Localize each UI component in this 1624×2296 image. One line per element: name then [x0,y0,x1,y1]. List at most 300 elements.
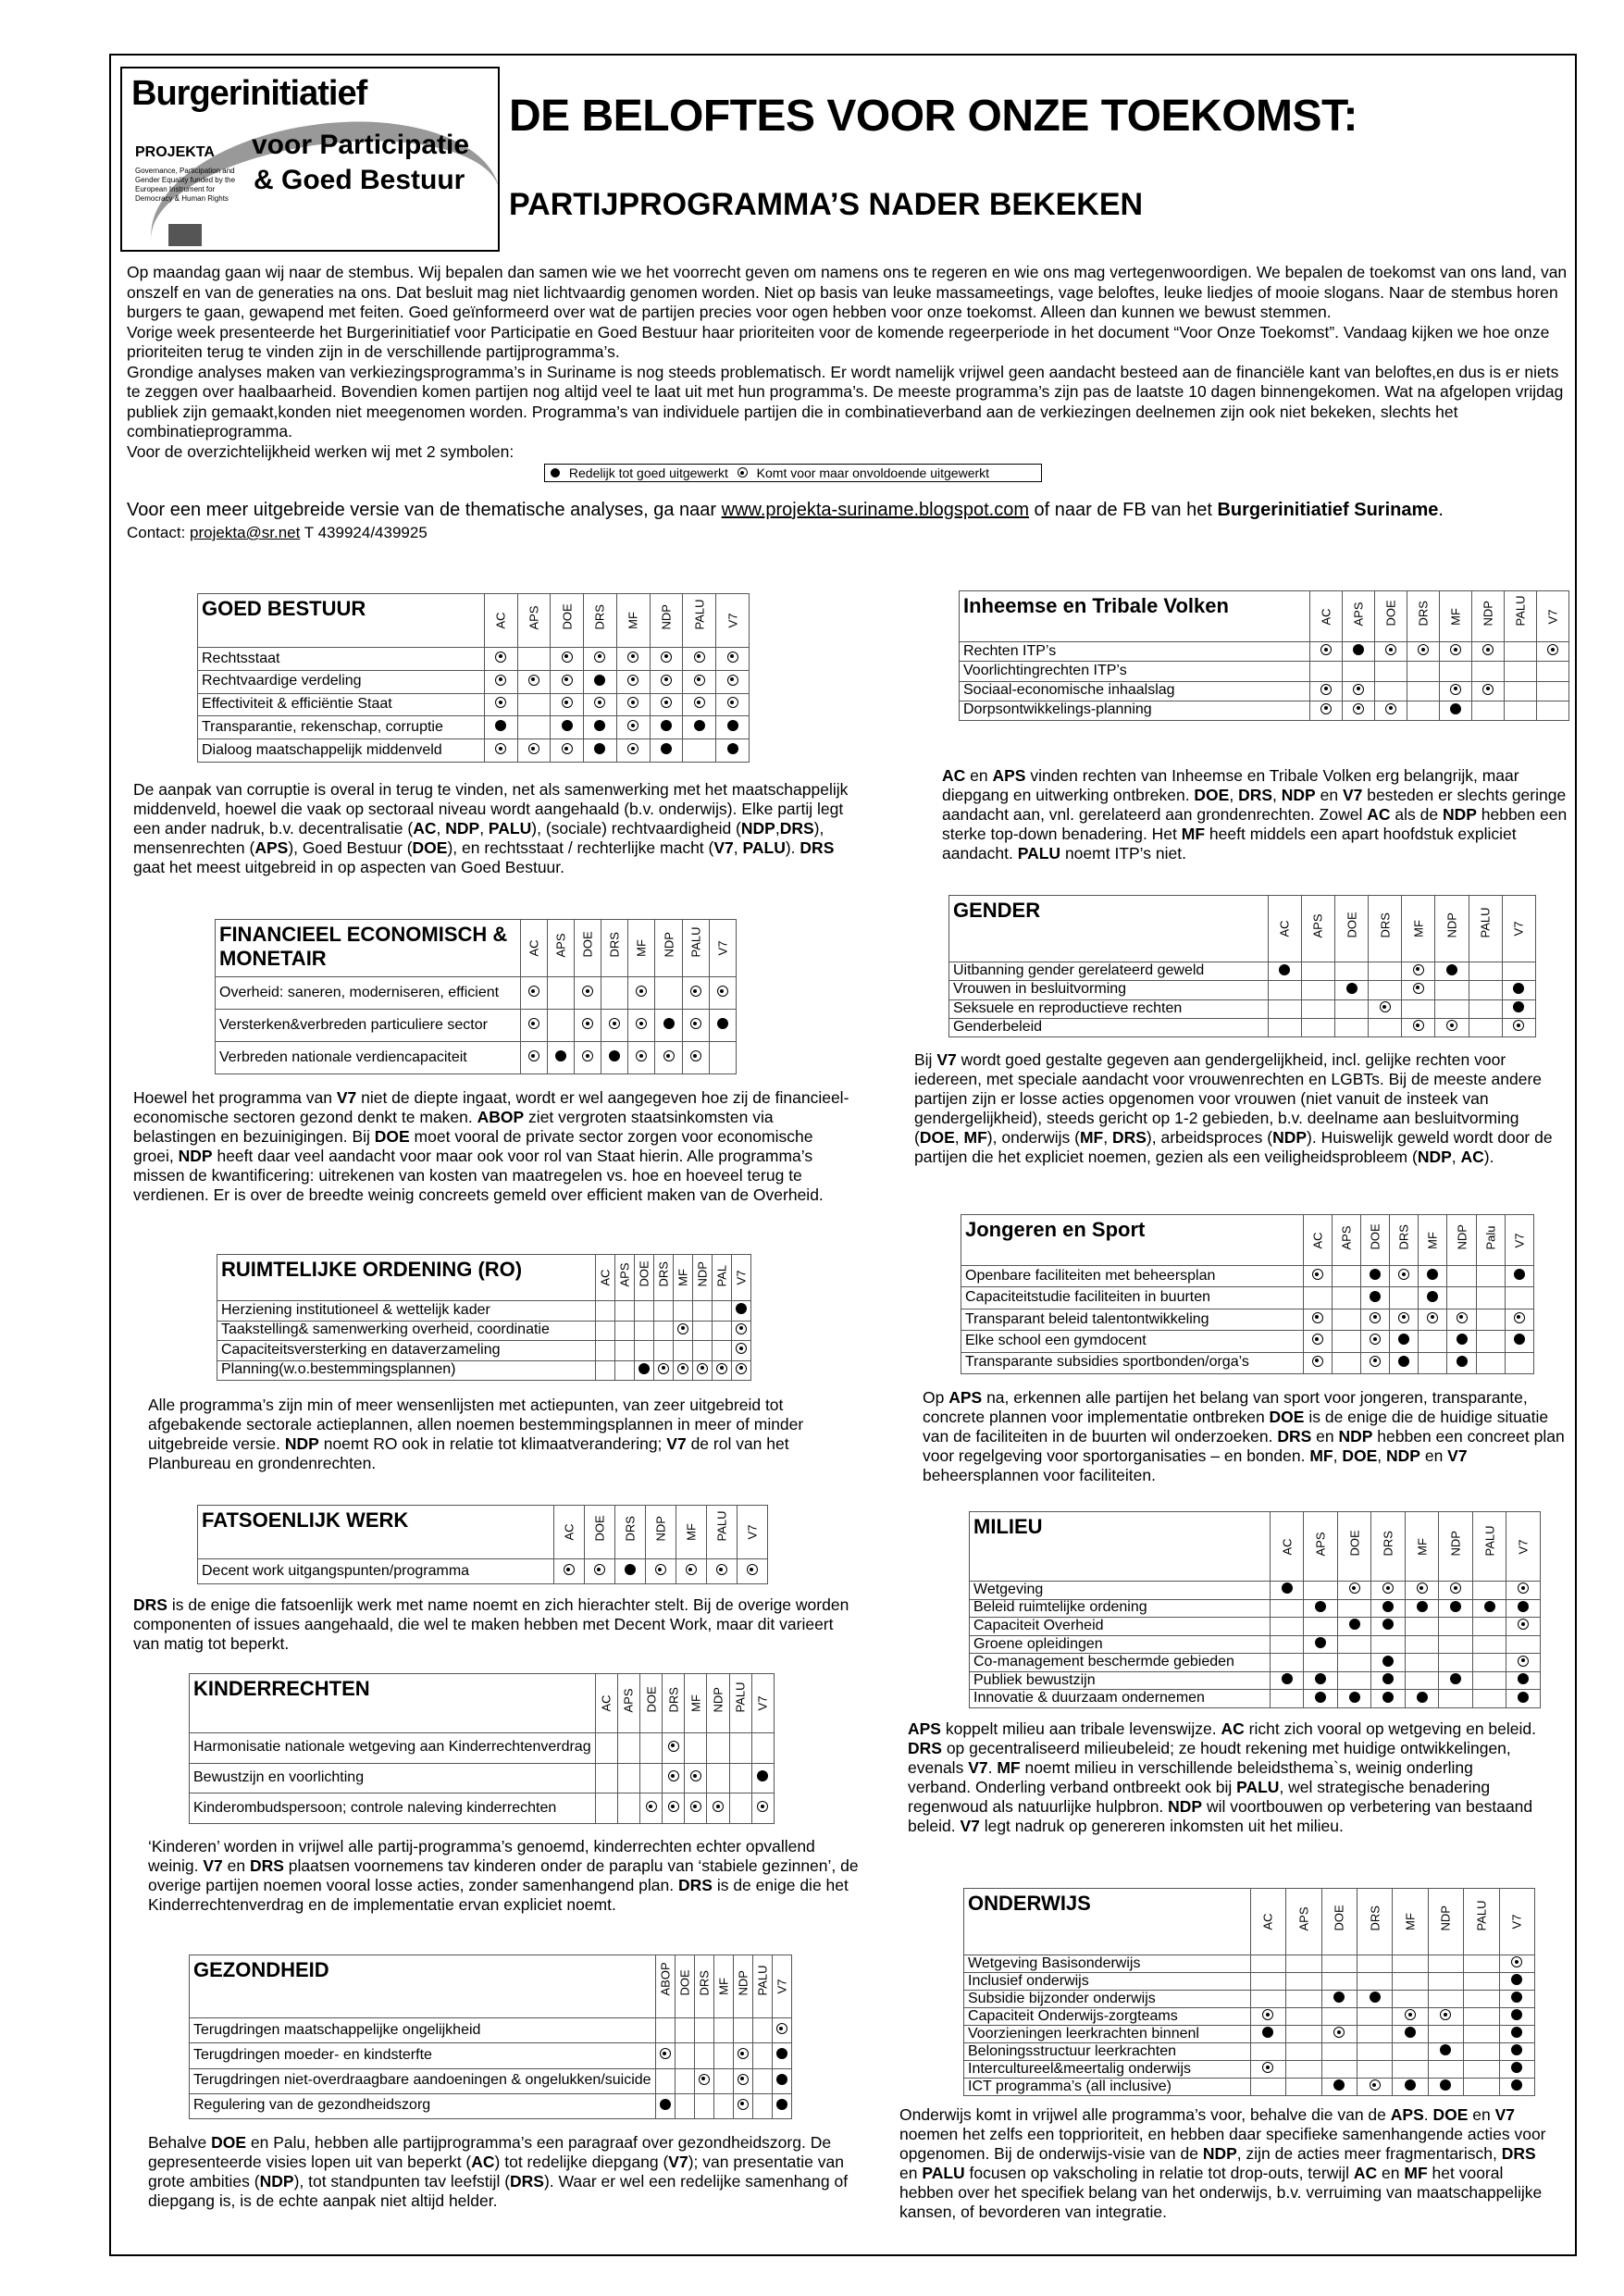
score-cell [1393,2061,1428,2079]
party-header: NDP [1439,1512,1473,1582]
score-cell [732,1341,751,1361]
score-cell [617,1793,639,1824]
blog-link[interactable]: www.projekta-suriname.blogspot.com [721,500,1029,520]
full-dot-icon [1513,1001,1524,1012]
score-cell [1439,1599,1473,1618]
score-cell [1505,642,1537,662]
score-cell [1301,981,1334,999]
score-cell [1472,642,1505,662]
full-dot-icon [1440,2079,1451,2091]
score-cell [1505,1352,1533,1373]
score-cell [682,1010,709,1042]
score-cell [1447,1309,1476,1330]
score-cell [1332,1331,1360,1352]
partial-dot-icon [1482,684,1494,695]
full-dot-icon [1315,1637,1326,1648]
score-cell [1304,1690,1338,1708]
score-cell [1447,1352,1476,1373]
score-cell [1472,1618,1506,1636]
score-cell [1250,2061,1285,2079]
party-header: DOE [639,1674,662,1733]
row-label: Decent work uitgangspunten/programma [198,1559,554,1584]
partial-dot-icon [663,1050,675,1061]
score-cell [675,2043,694,2068]
table-title: FINANCIEEL ECONOMISCH & MONETAIR [216,920,521,977]
full-dot-icon [1511,2044,1522,2055]
score-cell [1321,2043,1357,2061]
score-cell [685,1763,707,1793]
party-header: DRS [1371,1512,1406,1582]
partial-dot-icon [727,697,738,708]
row-label: Sociaal-economische inhaalslag [960,681,1310,701]
score-cell [517,693,551,716]
party-header: PALU [1464,1889,1499,1955]
score-cell [645,1559,676,1584]
partial-dot-icon [1370,1356,1381,1367]
full-dot-icon [694,720,705,731]
score-cell [1369,962,1402,981]
score-cell [1469,999,1502,1018]
score-cell [547,977,574,1010]
party-header: DOE [1321,1889,1357,1955]
score-cell [1405,1690,1439,1708]
score-cell [1439,1618,1473,1636]
score-cell [772,2043,791,2068]
score-cell [1270,1690,1304,1708]
partial-dot-icon [717,986,728,997]
score-cell [1360,1352,1389,1373]
row-label: Rechtvaardige verdeling [198,670,485,693]
score-cell [707,1733,729,1764]
fb-name: Burgerinitiatief Suriname [1217,500,1439,520]
party-header: V7 [772,1955,791,2018]
party-header: DOE [1360,1215,1389,1266]
score-cell [1435,981,1469,999]
score-cell [1375,681,1407,701]
row-label: Capaciteitsversterking en dataverzameling [217,1341,596,1361]
score-cell [1390,1287,1419,1309]
partial-dot-icon [1385,644,1396,655]
table-row [198,693,750,716]
score-cell [1321,2079,1357,2096]
score-cell [1464,1991,1499,2008]
partial-dot-icon [609,1018,620,1029]
analysis-fin: Hoewel het programma van V7 niet de diepte ingaat, wordt er wel aangegeven hoe zij de financieel-economische sectoren gezond denkt te maken. ABOP ziet vergroten staatsinkomsten via belastingen en bezuinigingen. Bij DOE moet vooral de private sector zorgen voor economische groei, NDP heeft daar veel aandacht voor maar ook voor rol van Staat hierin. Alle programma’s missen de kwantificering: uitrekenen van kosten van maatregelen vs. hoe en hoeveel terug te verdienen. Er is over de breedte weinig concreets gemeld over efficient maken van de Overheid. [133,1088,849,1204]
partial-dot-icon [661,697,672,708]
party-header: DOE [551,594,584,648]
score-cell [751,1763,774,1793]
partial-dot-icon [1385,703,1396,714]
table-row [190,1793,775,1824]
score-cell [1268,962,1301,981]
score-cell [1407,662,1440,681]
score-cell [1393,2043,1428,2061]
score-cell [1337,1599,1371,1618]
score-cell [655,1010,682,1042]
score-cell [596,1321,615,1341]
analysis-werk: DRS is de enige die fatsoenlijk werk met name noemt en zich hierachter stelt. Bij de overige worden componenten of issues aangehaald, die wel te maken hebben met Decent Work, maar dit varieert van matig tot beperkt. [133,1595,849,1653]
table-row [217,1321,751,1341]
party-header: PALU [1505,591,1537,642]
full-dot-icon [1279,964,1290,975]
score-cell [1304,1635,1338,1654]
analysis-gender: Bij V7 wordt goed gestalte gegeven aan gendergelijkheid, incl. gelijke rechten voor iedereen, met speciale aandacht voor vrouwenrechten en LGBTs. Bij de meeste andere partijen zijn er losse acties opgenomen voor vrouwen (niet vanuit de insteek van gendergelijkheid), steeds gericht op 1-2 gebieden, b.v. deelname aan besluitvorming (DOE, MF), onderwijs (MF, DRS), arbeidsproces (NDP). Huiswelijk geweld wordt door de partijen die het expliciet noemen, gezien als een veiligheidsprobleem (NDP, AC). [914,1050,1553,1166]
score-cell [615,1321,635,1341]
score-cell [1472,1582,1506,1600]
score-cell [1250,2008,1285,2026]
full-dot-icon [1457,1334,1468,1345]
score-cell [1301,999,1334,1018]
row-label: Taakstelling& samenwerking overheid, coordinatie [217,1321,596,1341]
party-header: DOE [584,1506,614,1559]
table-row [961,1352,1534,1373]
partial-dot-icon [1547,644,1558,655]
row-label: Genderbeleid [949,1018,1269,1036]
score-cell [1357,1955,1392,1973]
score-cell [650,739,683,763]
score-cell [1390,1331,1419,1352]
score-cell [1464,2079,1499,2096]
party-header: V7 [716,594,750,648]
score-cell [650,648,683,671]
score-cell [1303,1309,1332,1330]
score-cell [1464,1955,1499,1973]
score-cell [1371,1690,1406,1708]
score-cell [654,1321,674,1341]
partial-dot-icon [716,1363,727,1374]
row-label: Bewustzijn en voorlichting [190,1763,596,1793]
score-cell [1250,1991,1285,2008]
score-cell [616,739,650,763]
score-cell [1357,2026,1392,2043]
partial-dot-icon [747,1564,758,1575]
score-cell [1537,662,1569,681]
analysis-itp: AC en APS vinden rechten van Inheemse en Tribale Volken erg belangrijk, maar diepgang en uitwerking ontbreken. DOE, DRS, NDP en V7 besteden er slechts geringe aandacht aan, vnl. gerelateerd aan grondenrechten. Zowel AC als de NDP hebben een sterke top-down benadering. Het MF heeft middels een apart hoofdstuk expliciet aandacht. PALU noemt ITP’s niet. [942,766,1568,863]
party-header: DRS [584,594,617,648]
full-dot-icon [1382,1673,1394,1684]
score-cell [1360,1309,1389,1330]
score-cell [1447,1331,1476,1352]
score-cell [655,2068,675,2093]
party-header: APS [1301,896,1334,962]
score-cell [713,1341,732,1361]
party-header: DRS [1390,1215,1419,1266]
partial-dot-icon [582,1018,593,1029]
score-cell [1402,1018,1435,1036]
score-cell [1304,1654,1338,1672]
partial-dot-icon [1312,1312,1323,1323]
party-header: MF [713,1955,733,2018]
partial-dot-icon [562,675,573,686]
full-dot-icon [1353,644,1364,655]
table-row [949,962,1536,981]
score-cell [1428,2061,1463,2079]
row-label: Publiek bewustzijn [970,1671,1271,1690]
partial-dot-icon [699,2074,710,2085]
table-row [960,681,1569,701]
score-cell [1357,2079,1392,2096]
partial-dot-icon [1312,1334,1323,1345]
party-header: V7 [1505,1215,1533,1266]
full-dot-icon [1450,1673,1461,1684]
score-cell [1440,701,1472,720]
score-cell [1537,701,1569,720]
row-label: Uitbanning gender gerelateerd geweld [949,962,1269,981]
score-cell [1286,2026,1321,2043]
score-cell [628,977,655,1010]
party-header: DRS [694,1955,713,2018]
table-row [964,2043,1535,2061]
page-title: DE BELOFTES VOOR ONZE TOEKOMST: [509,92,1358,141]
score-cell [1334,999,1368,1018]
analysis-kind: ‘Kinderen’ worden in vrijwel alle partij-programma’s genoemd, kinderrechten echter opvallend weinig. V7 en DRS plaatsen voornemens tav kinderen onder de paraplu van ‘stabiele gezinnen’, de overige partijen noemen vooral losse acties, zonder samenhangend plan. DRS is de enige die het Kinderrechtenverdrag en de implementatie ervan expliciet noemt. [148,1837,859,1914]
table-row [964,2008,1535,2026]
table-gez [189,1955,789,2119]
partial-dot-icon [727,675,738,686]
score-cell [1472,681,1505,701]
full-dot-icon [609,1050,620,1061]
score-cell [654,1301,674,1322]
partial-dot-icon [1312,1269,1323,1280]
score-cell [616,716,650,739]
table-row [190,1763,775,1793]
party-header: DRS [654,1255,674,1301]
score-cell [1250,2043,1285,2061]
party-header: APS [617,1674,639,1733]
score-cell [1476,1266,1505,1287]
partial-dot-icon [661,652,672,663]
partial-dot-icon [716,1564,727,1575]
partial-dot-icon [738,2099,749,2110]
partial-dot-icon [694,697,705,708]
party-header: V7 [1502,896,1535,962]
score-cell [1250,2026,1285,2043]
party-header: MF [1419,1215,1447,1266]
score-cell [517,716,551,739]
score-cell [650,693,683,716]
score-cell [1268,999,1301,1018]
table-row [190,2018,792,2043]
score-cell [1464,2061,1499,2079]
score-cell [752,2018,772,2043]
full-dot-icon [1518,1692,1529,1703]
score-cell [1405,1635,1439,1654]
partial-dot-icon [528,986,539,997]
eu-flag-icon [168,224,202,246]
score-cell [752,2043,772,2068]
score-cell [551,648,584,671]
partial-dot-icon [690,1801,701,1812]
partial-dot-icon [1446,1020,1457,1031]
score-cell [685,1733,707,1764]
score-cell [675,2093,694,2118]
table-row [970,1582,1541,1600]
symbol-legend [544,464,1042,482]
party-header: NDP [733,1955,752,2018]
score-cell [1268,981,1301,999]
score-cell [595,1793,617,1824]
partial-dot-icon [528,675,539,686]
score-cell [1464,2043,1499,2061]
score-cell [683,648,716,671]
party-header: DRS [614,1506,645,1559]
score-cell [1506,1599,1541,1618]
full-dot-icon [1427,1291,1438,1302]
score-cell [584,693,617,716]
row-label: Intercultureel&meertalig onderwijs [964,2061,1251,2079]
full-dot-icon [495,720,506,731]
email-link[interactable]: projekta@sr.net [190,524,301,541]
full-dot-icon [1382,1656,1394,1667]
score-cell [1393,1991,1428,2008]
score-cell [1301,1018,1334,1036]
score-cell [551,716,584,739]
score-cell [1321,1991,1357,2008]
partial-dot-icon [736,1343,747,1354]
party-header: DOE [1337,1512,1371,1582]
party-header: NDP [1428,1889,1463,1955]
full-dot-icon [1370,1269,1381,1280]
score-cell [628,1010,655,1042]
score-cell [1393,2026,1428,2043]
table-row [960,642,1569,662]
score-cell [520,977,547,1010]
intro-p3: Grondige analyses maken van verkiezingsprogramma’s in Suriname is nog steeds problematisch. Er wordt namelijk vrijwel geen aandacht besteed aan de financiële kant van beloftes,en dus is er niets te zeggen over haalbaarheid. Bovendien komen partijen nog altijd veel te laat uit met hun programma’s. De meeste programma’s zijn pas de laatste 10 dagen binnengekomen. Wat na afgelopen vrijdag publiek zijn gemaakt,konden niet meegenomen worden. Programma’s van individuele partijen die in combinatieverband aan de verkiezingen deelnemen zijn ook niet bekeken, slechts het combinatieprogramma. [127,362,1564,441]
row-label: Terugdringen niet-overdraagbare aandoeningen & ongelukken/suicide [190,2068,656,2093]
partial-dot-icon [562,697,573,708]
score-cell [616,693,650,716]
partial-dot-icon [1312,1356,1323,1367]
score-cell [1286,2043,1321,2061]
score-cell [1447,1266,1476,1287]
score-cell [729,1763,751,1793]
partial-dot-icon [636,1050,647,1061]
score-cell [729,1733,751,1764]
score-cell [663,1793,685,1824]
score-cell [751,1793,774,1824]
score-cell [683,693,716,716]
score-cell [1334,1018,1368,1036]
partial-dot-icon [636,1018,647,1029]
score-cell [650,716,683,739]
score-cell [1476,1287,1505,1309]
score-cell [1402,999,1435,1018]
partial-dot-icon [646,1801,657,1812]
party-header: DRS [1369,896,1402,962]
score-cell [1502,962,1535,981]
score-cell [551,739,584,763]
partial-dot-icon [1417,1582,1428,1594]
score-cell [1440,642,1472,662]
analysis-ond: Onderwijs komt in vrijwel alle programma’s voor, behalve die van de APS. DOE en V7 noemen het zelfs een topprioriteit, en hebben daar specifieke samenhangende acties voor opgenomen. Bij de onderwijs-visie van de NDP, zijn de acties meer fragmentarisch, DRS en PALU focusen op vakscholing in relatie tot drop-outs, terwijl AC en MF het vooral hebben over het specifiek belang van het onderwijs, b.v. verruiming van maatschappelijke kansen, of bevorderen van integratie. [899,2105,1546,2221]
table-row [961,1331,1534,1352]
score-cell [1476,1331,1505,1352]
score-cell [1439,1582,1473,1600]
score-cell [683,739,716,763]
score-cell [1343,681,1375,701]
score-cell [752,2068,772,2093]
row-label: Transparante subsidies sportbonden/orga’s [961,1352,1304,1373]
score-cell [1439,1671,1473,1690]
score-cell [1428,1973,1463,1991]
party-header: PALU [729,1674,751,1733]
score-cell [1371,1599,1406,1618]
score-cell [484,693,517,716]
full-dot-icon [1450,1601,1461,1612]
party-header: AC [1303,1215,1332,1266]
score-cell [732,1321,751,1341]
full-dot-icon [1511,1974,1522,1985]
full-dot-icon [638,1363,650,1374]
table-row [190,2043,792,2068]
score-cell [1472,1635,1506,1654]
party-header: AC [1310,591,1343,642]
intro [127,263,1570,462]
full-dot-icon [562,720,573,731]
score-cell [484,648,517,671]
score-cell [1393,1955,1428,1973]
partial-dot-icon [738,467,748,478]
score-cell [1502,1018,1535,1036]
table-row [970,1635,1541,1654]
score-cell [1310,701,1343,720]
table-row [198,648,750,671]
party-header: PALU [682,920,709,977]
table-row [217,1360,751,1381]
score-cell [1405,1618,1439,1636]
score-cell [709,977,736,1010]
score-cell [517,739,551,763]
partial-dot-icon [1320,644,1332,655]
score-cell [1321,2026,1357,2043]
party-header: ABOP [655,1955,675,2018]
score-cell [575,977,601,1010]
score-cell [1447,1287,1476,1309]
row-label: Groene opleidingen [970,1635,1271,1654]
row-label: Rechtsstaat [198,648,485,671]
score-cell [751,1733,774,1764]
partial-dot-icon [776,2023,787,2034]
row-label: Dorpsontwikkelings-planning [960,701,1310,720]
score-cell [654,1360,674,1381]
party-header: APS [1343,591,1375,642]
full-dot-icon [1405,2079,1416,2091]
party-header: AC [1268,896,1301,962]
score-cell [1505,1266,1533,1287]
partial-dot-icon [757,1801,768,1812]
score-cell [1371,1654,1406,1672]
score-cell [1407,642,1440,662]
table-row [970,1654,1541,1672]
partial-dot-icon [668,1741,679,1752]
score-cell [674,1341,693,1361]
row-label: Wetgeving Basisonderwijs [964,1955,1251,1973]
row-label: Harmonisatie nationale wetgeving aan Kinderrechtenverdrag [190,1733,596,1764]
party-header: DOE [675,1955,694,2018]
table-row [964,1991,1535,2008]
logo-line2: voor Participatie [252,130,470,160]
analysis-ro: Alle programma’s zijn min of meer wensenlijsten met actiepunten, van zeer uitgebreid tot afgebakende sectorale actieplannen, allen noemen bestemmingsplannen in meer of minder uitgebreide versie. NDP noemt RO ook in relatie tot klimaatverandering; V7 de rol van het Planbureau en grondenrechten. [148,1396,804,1472]
party-header: V7 [751,1674,774,1733]
row-label: Voorzieningen leerkrachten binnenl [964,2026,1251,2043]
score-cell [520,1042,547,1074]
partial-dot-icon [1320,703,1332,714]
partial-dot-icon [627,743,638,754]
row-label: Rechten ITP’s [960,642,1310,662]
score-cell [1502,981,1535,999]
party-header: MF [1405,1512,1439,1582]
score-cell [707,1763,729,1793]
